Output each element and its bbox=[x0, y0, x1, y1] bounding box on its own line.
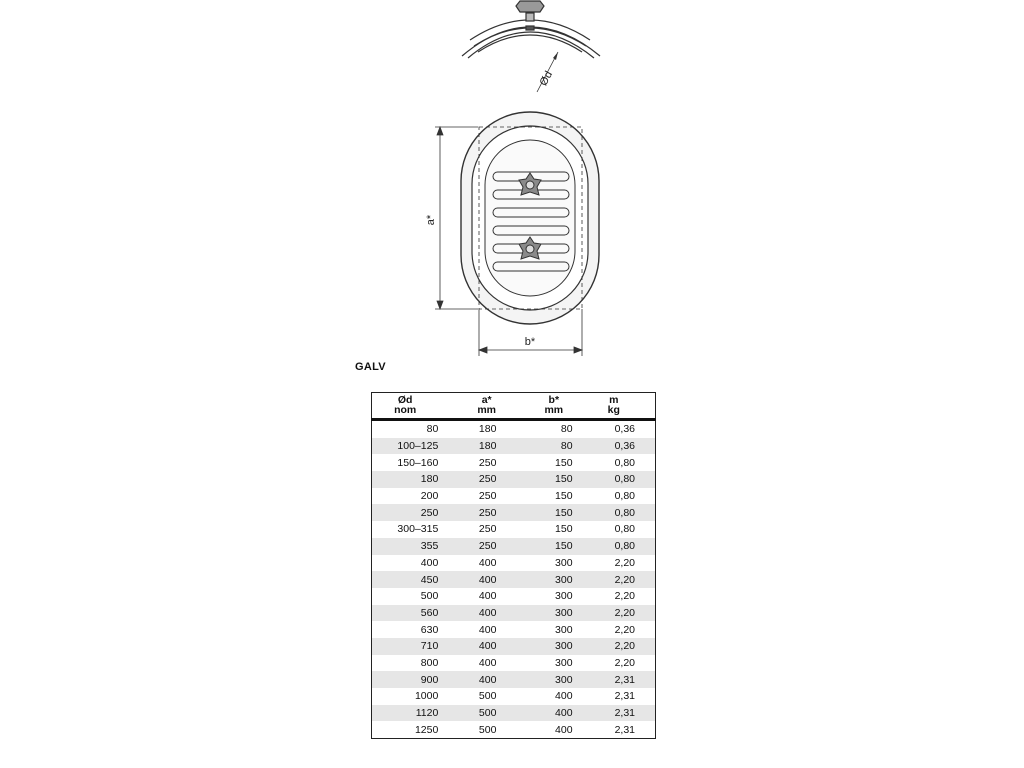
cell-a: 250 bbox=[478, 473, 497, 486]
cell-b: 150 bbox=[555, 473, 573, 486]
cell-mass: 2,31 bbox=[614, 690, 635, 703]
cell-a: 250 bbox=[478, 506, 497, 519]
cell-diameter: 630 bbox=[420, 623, 439, 636]
table-row bbox=[372, 521, 656, 538]
table-row bbox=[372, 588, 656, 605]
table-row bbox=[372, 721, 656, 738]
front-view bbox=[461, 112, 599, 324]
knob-top-icon bbox=[516, 1, 544, 12]
cell-b: 300 bbox=[555, 590, 573, 603]
cell-b: 80 bbox=[560, 423, 573, 436]
diameter-dimension bbox=[537, 52, 558, 92]
table-row bbox=[372, 504, 656, 521]
cell-a: 500 bbox=[478, 707, 497, 720]
table-row bbox=[372, 471, 656, 488]
cell-a: 180 bbox=[478, 440, 497, 453]
door-curve bbox=[478, 35, 582, 52]
door-panel bbox=[485, 140, 575, 296]
cell-diameter: 500 bbox=[420, 590, 439, 603]
dim-a-label: a* bbox=[425, 214, 437, 226]
cell-b: 150 bbox=[555, 540, 573, 553]
cell-diameter: 710 bbox=[420, 640, 439, 653]
cell-a: 250 bbox=[478, 523, 497, 536]
header-diameter: Ød nom bbox=[372, 393, 439, 420]
duct-inner-arc bbox=[468, 32, 594, 58]
cell-a: 250 bbox=[478, 540, 497, 553]
cell-b: 80 bbox=[560, 440, 573, 453]
header-mass: m kg bbox=[573, 393, 656, 420]
header-a: a* mm bbox=[438, 393, 535, 420]
cell-mass: 2,20 bbox=[614, 573, 635, 586]
cell-diameter: 400 bbox=[420, 556, 439, 569]
cell-b: 300 bbox=[555, 556, 573, 569]
cell-a: 400 bbox=[478, 640, 497, 653]
cell-diameter: 1120 bbox=[415, 707, 439, 720]
cell-diameter: 150–160 bbox=[397, 456, 439, 469]
cell-diameter: 450 bbox=[420, 573, 439, 586]
cell-diameter: 180 bbox=[420, 473, 439, 486]
technical-drawing bbox=[0, 0, 1024, 360]
cell-diameter: 560 bbox=[420, 606, 439, 619]
cell-b: 300 bbox=[555, 640, 573, 653]
knob-stem bbox=[526, 13, 534, 21]
table-row bbox=[372, 454, 656, 471]
dim-b-label: b* bbox=[524, 336, 536, 348]
cell-a: 400 bbox=[478, 606, 497, 619]
cell-b: 400 bbox=[555, 707, 573, 720]
cell-a: 400 bbox=[478, 673, 497, 686]
cell-mass: 0,80 bbox=[614, 490, 635, 503]
cell-mass: 0,80 bbox=[614, 473, 635, 486]
section-title: GALV bbox=[355, 361, 386, 373]
cell-diameter: 900 bbox=[420, 673, 439, 686]
table-row bbox=[372, 488, 656, 505]
table-row bbox=[372, 705, 656, 722]
cell-mass: 0,80 bbox=[614, 506, 635, 519]
table-row bbox=[372, 438, 656, 455]
cell-diameter: 100–125 bbox=[397, 440, 439, 453]
cell-mass: 0,36 bbox=[614, 440, 635, 453]
table-body bbox=[372, 420, 656, 739]
table-row bbox=[372, 555, 656, 572]
cell-diameter: 355 bbox=[420, 540, 439, 553]
cell-a: 500 bbox=[478, 690, 497, 703]
cell-diameter: 1000 bbox=[414, 690, 439, 703]
table-row bbox=[372, 671, 656, 688]
cell-mass: 2,20 bbox=[614, 590, 635, 603]
cell-mass: 0,36 bbox=[614, 423, 635, 436]
cell-diameter: 200 bbox=[420, 490, 439, 503]
cell-b: 300 bbox=[555, 656, 573, 669]
door-inner-arc bbox=[474, 28, 586, 46]
cell-a: 400 bbox=[478, 590, 497, 603]
cell-b: 300 bbox=[555, 573, 573, 586]
cell-diameter: 800 bbox=[420, 656, 439, 669]
cell-a: 250 bbox=[478, 490, 497, 503]
cell-a: 400 bbox=[478, 656, 497, 669]
cell-mass: 2,20 bbox=[614, 606, 635, 619]
table-row bbox=[372, 420, 656, 438]
cell-b: 300 bbox=[555, 606, 573, 619]
cell-b: 300 bbox=[555, 623, 573, 636]
header-b: b* mm bbox=[535, 393, 573, 420]
cell-b: 150 bbox=[555, 506, 573, 519]
cell-a: 500 bbox=[478, 723, 497, 736]
cell-a: 180 bbox=[478, 423, 497, 436]
cell-a: 250 bbox=[478, 456, 497, 469]
cell-b: 300 bbox=[555, 673, 573, 686]
table-row bbox=[372, 571, 656, 588]
cell-b: 400 bbox=[555, 723, 573, 736]
table-row bbox=[372, 655, 656, 672]
cell-mass: 0,80 bbox=[614, 456, 635, 469]
cell-mass: 0,80 bbox=[614, 523, 635, 536]
cell-mass: 2,20 bbox=[614, 556, 635, 569]
cell-mass: 2,31 bbox=[614, 723, 635, 736]
cell-b: 150 bbox=[555, 456, 573, 469]
table-row bbox=[372, 538, 656, 555]
cell-diameter: 250 bbox=[420, 506, 439, 519]
cell-b: 150 bbox=[555, 490, 573, 503]
cell-diameter: 300–315 bbox=[397, 523, 439, 536]
table-row bbox=[372, 621, 656, 638]
diameter-label: Ød bbox=[537, 69, 556, 88]
table-row bbox=[372, 605, 656, 622]
cell-mass: 2,20 bbox=[614, 640, 635, 653]
table-header-row bbox=[372, 393, 656, 420]
cell-mass: 2,20 bbox=[614, 623, 635, 636]
table-row bbox=[372, 688, 656, 705]
top-view bbox=[462, 1, 600, 58]
cell-mass: 2,31 bbox=[614, 707, 635, 720]
table-row bbox=[372, 638, 656, 655]
cell-b: 400 bbox=[555, 690, 573, 703]
cell-a: 400 bbox=[478, 623, 497, 636]
cell-mass: 2,20 bbox=[614, 656, 635, 669]
spec-table bbox=[371, 392, 656, 739]
door-latch bbox=[526, 26, 534, 30]
cell-a: 400 bbox=[478, 556, 497, 569]
cell-mass: 0,80 bbox=[614, 540, 635, 553]
cell-a: 400 bbox=[478, 573, 497, 586]
cell-diameter: 80 bbox=[426, 423, 439, 436]
cell-b: 150 bbox=[555, 523, 573, 536]
cell-diameter: 1250 bbox=[414, 723, 439, 736]
cell-mass: 2,31 bbox=[614, 673, 635, 686]
